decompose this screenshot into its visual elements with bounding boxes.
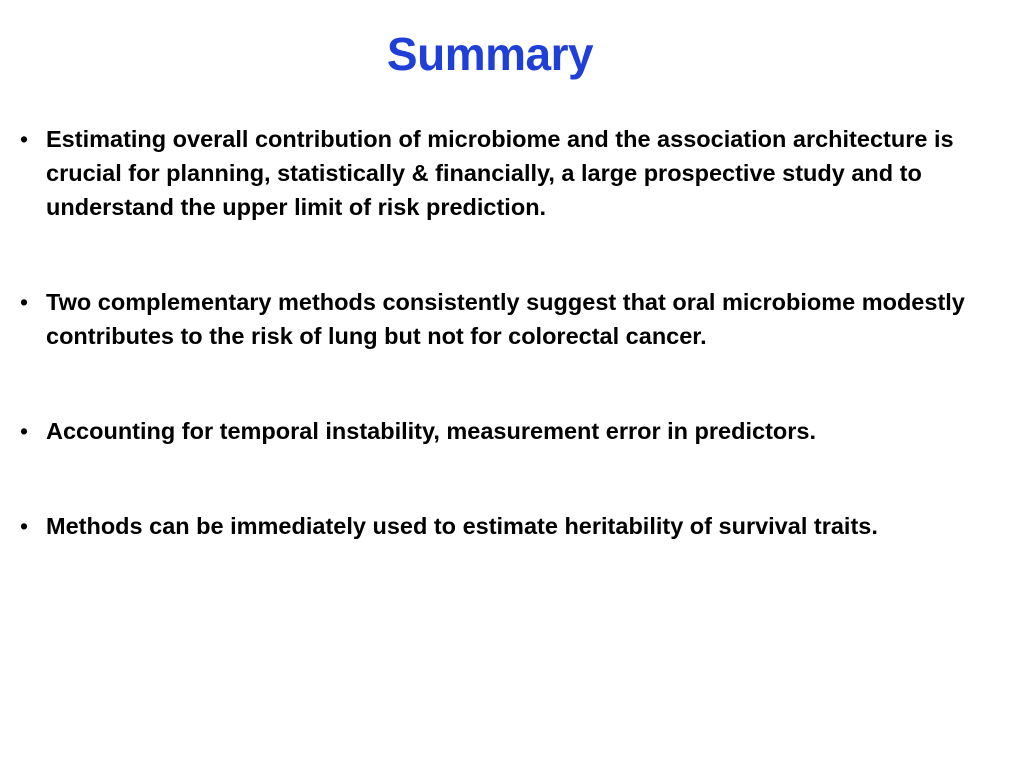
bullet-list (18, 122, 1003, 543)
bullet-text: Estimating overall contribution of microbiome and the association architecture is crucial for planning, statistically & financially, a large prospective study and to understand the upper limit of risk prediction. (46, 126, 954, 220)
bullet-icon: • (20, 126, 29, 152)
bullet-text: Two complementary methods consistently suggest that oral microbiome modestly contributes to the risk of lung but not for colorectal cancer. (46, 289, 965, 349)
bullet-icon: • (20, 418, 29, 444)
bullet-item (18, 414, 1003, 448)
bullet-text: Methods can be immediately used to estimate heritability of survival traits. (46, 513, 878, 539)
bullet-text: Accounting for temporal instability, measurement error in predictors. (46, 418, 816, 444)
bullet-icon: • (20, 513, 29, 539)
bullet-item (18, 509, 1003, 543)
bullet-icon: • (20, 289, 29, 315)
bullet-item (18, 285, 1003, 353)
slide-title: Summary (386, 28, 594, 80)
bullet-item (18, 122, 1003, 224)
